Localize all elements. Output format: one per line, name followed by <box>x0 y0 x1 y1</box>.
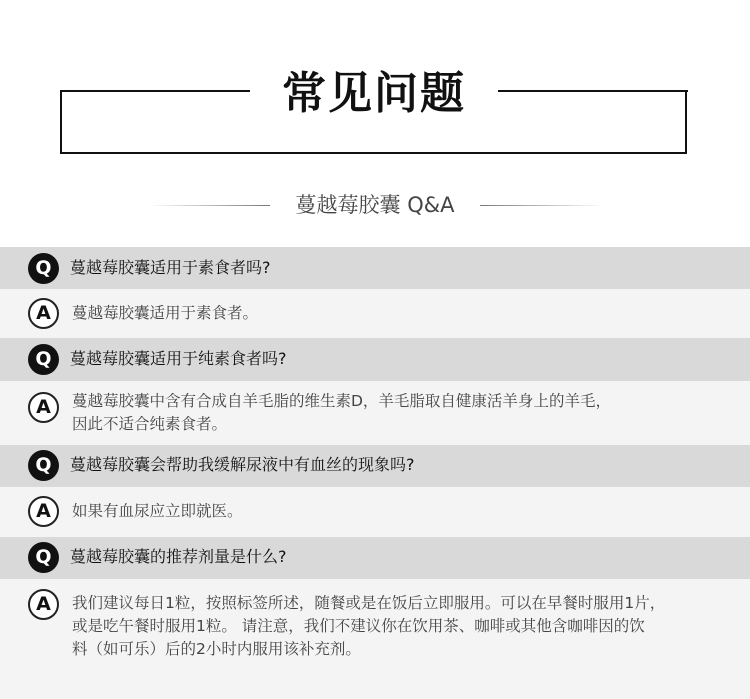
title-frame-top-right <box>498 90 688 92</box>
answer-line: 料（如可乐）后的2小时内服用该补充剂。 <box>72 640 361 658</box>
answer-text <box>72 390 740 436</box>
answer-row <box>0 289 750 338</box>
question-badge-icon: Q <box>28 542 59 573</box>
answer-text <box>72 592 740 661</box>
answer-line: 或是吃午餐时服用1粒。 请注意，我们不建议你在饮用茶、咖啡或其他含咖啡因的饮 <box>72 617 645 635</box>
answer-line: 我们建议每日1粒，按照标签所述，随餐或是在饭后立即服用。可以在早餐时服用1片， <box>72 594 666 612</box>
answer-badge-icon: A <box>28 589 59 620</box>
answer-row <box>0 381 750 445</box>
subtitle-divider-right <box>480 205 605 206</box>
page-subtitle: 蔓越莓胶囊 Q&A <box>295 193 455 217</box>
question-badge-icon: Q <box>28 450 59 481</box>
question-badge-icon: Q <box>28 344 59 375</box>
question-row <box>0 247 750 289</box>
question-text: 蔓越莓胶囊的推荐剂量是什么? <box>70 547 287 566</box>
answer-row <box>0 487 750 537</box>
answer-line: 蔓越莓胶囊适用于素食者。 <box>72 304 259 322</box>
answer-row <box>0 579 750 699</box>
answer-badge-icon: A <box>28 392 59 423</box>
answer-badge-icon: A <box>28 496 59 527</box>
question-row <box>0 445 750 487</box>
answer-text <box>72 302 740 325</box>
subtitle-divider-left <box>148 205 270 206</box>
answer-line: 因此不适合纯素食者。 <box>72 415 228 433</box>
question-text: 蔓越莓胶囊适用于素食者吗? <box>70 258 271 277</box>
answer-line: 蔓越莓胶囊中含有合成自羊毛脂的维生素D，羊毛脂取自健康活羊身上的羊毛， <box>72 392 611 410</box>
question-text: 蔓越莓胶囊适用于纯素食者吗? <box>70 349 287 368</box>
question-badge-icon: Q <box>28 253 59 284</box>
question-text: 蔓越莓胶囊会帮助我缓解尿液中有血丝的现象吗? <box>70 455 415 474</box>
answer-text <box>72 500 740 523</box>
answer-badge-icon: A <box>28 298 59 329</box>
title-frame-top-left <box>60 90 250 92</box>
question-row <box>0 338 750 381</box>
question-row <box>0 537 750 579</box>
page-title: 常见问题 <box>282 68 466 119</box>
answer-line: 如果有血尿应立即就医。 <box>72 502 243 520</box>
